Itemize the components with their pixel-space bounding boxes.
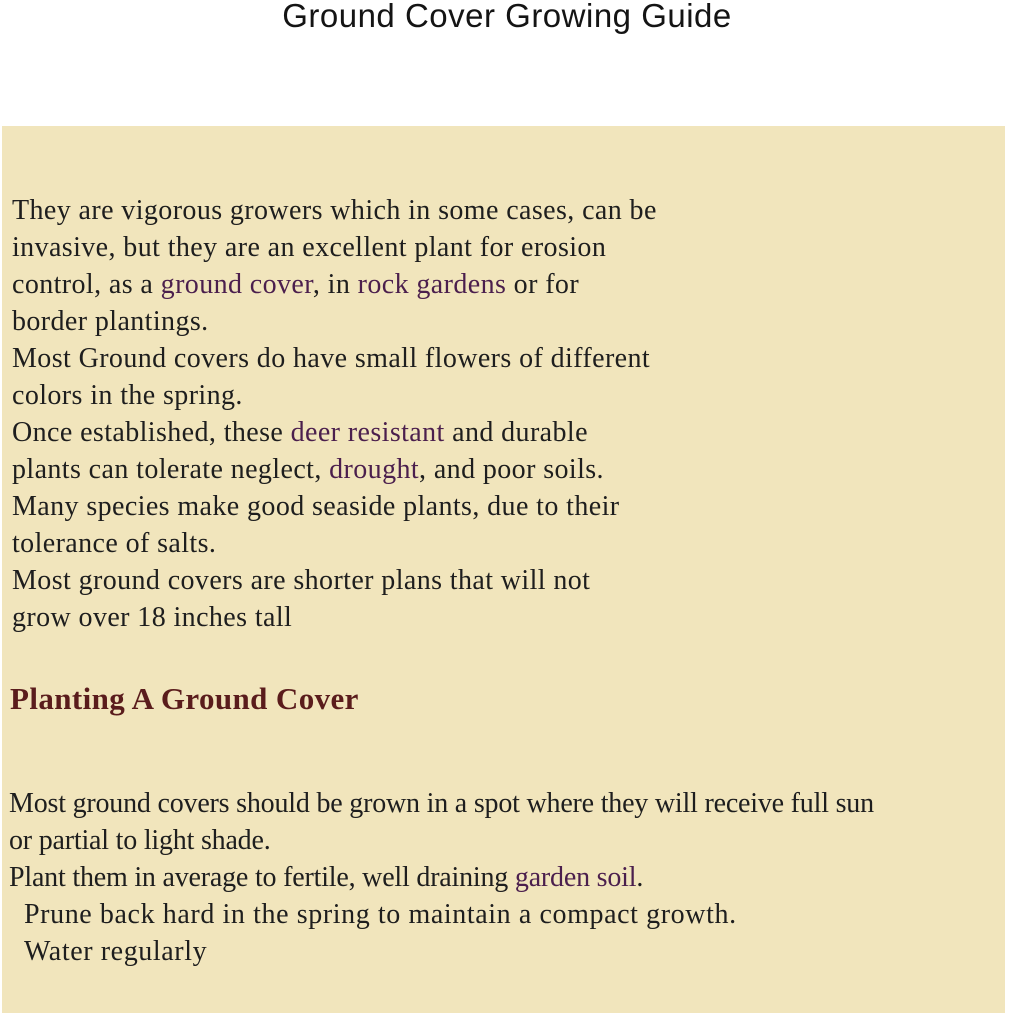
text-line	[9, 933, 874, 970]
text-segment: Plant them in average to fertile, well draining	[9, 862, 515, 893]
text-segment: , and poor soils.	[419, 454, 604, 485]
text-segment: or partial to light shade.	[9, 825, 271, 856]
text-segment: .	[636, 862, 644, 893]
text-line	[12, 599, 657, 636]
page-title: Ground Cover Growing Guide	[282, 0, 732, 34]
text-segment: Once established, these	[12, 417, 291, 448]
text-segment: and durable	[444, 417, 588, 448]
text-segment: invasive, but they are an excellent plant for erosion	[12, 232, 607, 263]
text-segment: tolerance of salts.	[12, 528, 217, 559]
text-segment: or for	[506, 269, 580, 300]
text-line	[12, 340, 657, 377]
text-segment: Many species make good seaside plants, due to their	[12, 491, 620, 522]
link-ground-cover[interactable]: ground cover	[160, 269, 313, 300]
text-line	[12, 377, 657, 414]
text-line	[9, 859, 874, 896]
intro-paragraph	[12, 192, 657, 636]
text-segment: control, as a	[12, 269, 161, 300]
text-segment: , in	[312, 269, 358, 300]
planting-paragraph	[9, 785, 874, 970]
section-heading: Planting A Ground Cover	[10, 681, 359, 716]
text-line	[12, 414, 657, 451]
link-rock-gardens[interactable]: rock gardens	[357, 269, 507, 300]
text-line	[12, 525, 657, 562]
link-drought[interactable]: drought	[329, 454, 420, 485]
text-segment: colors in the spring.	[12, 380, 243, 411]
text-segment: Most ground covers are shorter plans that will not	[12, 565, 591, 596]
text-segment: Prune back hard in the spring to maintain a compact growth.	[24, 899, 737, 930]
link-deer-resistant[interactable]: deer resistant	[290, 417, 445, 448]
text-line	[12, 303, 657, 340]
text-line	[9, 785, 874, 822]
text-line	[12, 451, 657, 488]
text-segment: Most ground covers should be grown in a spot where they will receive full sun	[9, 788, 874, 819]
text-line	[9, 896, 874, 933]
text-line	[12, 192, 657, 229]
content-panel	[2, 126, 1005, 1013]
text-segment: They are vigorous growers which in some cases, can be	[12, 195, 657, 226]
text-line	[12, 229, 657, 266]
text-segment: Most Ground covers do have small flowers of different	[12, 343, 651, 374]
text-segment: plants can tolerate neglect,	[12, 454, 330, 485]
text-segment: Water regularly	[24, 936, 208, 967]
text-segment: grow over 18 inches tall	[12, 602, 293, 633]
text-line	[12, 488, 657, 525]
link-garden-soil[interactable]: garden soil	[514, 862, 637, 893]
text-line	[12, 562, 657, 599]
text-segment: border plantings.	[12, 306, 209, 337]
text-line	[9, 822, 874, 859]
text-line	[12, 266, 657, 303]
